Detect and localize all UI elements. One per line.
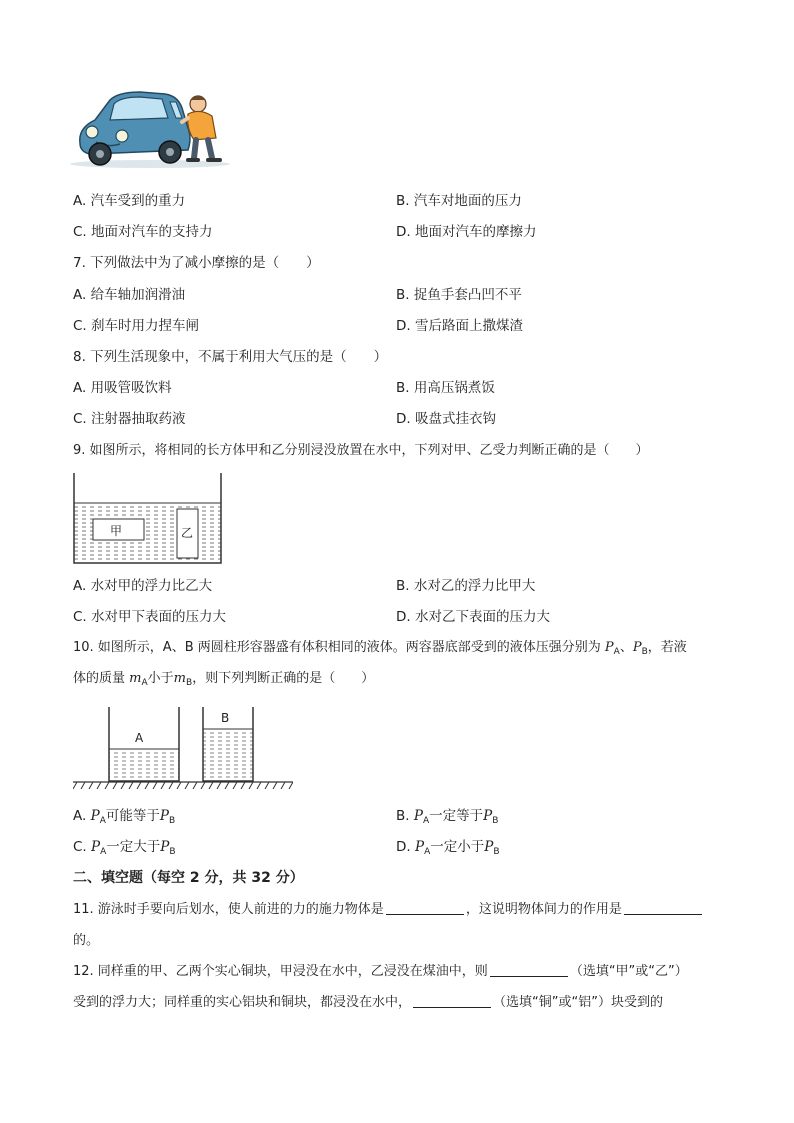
q10-option-d: D. $P_A$一定小于$P_B$ (396, 839, 500, 857)
q12-line1: 12. 同样重的甲、乙两个实心铜块，甲浸没在水中，乙浸没在煤油中，则 （选填“甲”或“乙”） (73, 964, 688, 979)
q7-option-b: B. 捉鱼手套凸凹不平 (396, 287, 522, 303)
q8-option-d: D. 吸盘式挂衣钩 (396, 411, 496, 427)
q10-option-c: C. $P_A$一定大于$P_B$ (73, 839, 176, 857)
q8-stem: 8. 下列生活现象中，不属于利用大气压的是（ ） (73, 349, 388, 365)
q7-option-c: C. 刹车时用力捏车闸 (73, 318, 200, 334)
q9-option-d: D. 水对乙下表面的压力大 (396, 609, 550, 625)
q11-blank-2[interactable] (624, 900, 702, 915)
q6-option-d: D. 地面对汽车的摩擦力 (396, 224, 537, 240)
q10-option-a: A. $P_A$可能等于$P_B$ (73, 808, 176, 826)
q9-option-c: C. 水对甲下表面的压力大 (73, 609, 227, 625)
q9-stem: 9. 如图所示，将相同的长方体甲和乙分别浸没放置在水中，下列对甲、乙受力判断正确的是（ ） (73, 443, 649, 458)
q8-option-b: B. 用高压锅煮饭 (396, 380, 495, 396)
q8-option-a: A. 用吸管吸饮料 (73, 380, 172, 396)
q11-line2: 的。 (73, 933, 100, 948)
q12-blank-1[interactable] (490, 962, 568, 977)
q9-option-a: A. 水对甲的浮力比乙大 (73, 578, 213, 594)
q6-option-c: C. 地面对汽车的支持力 (73, 224, 213, 240)
block-yi-label: 乙 (181, 526, 194, 540)
container-b-label: B (221, 711, 230, 725)
q11-blank-1[interactable] (386, 900, 464, 915)
q12-line2: 受到的浮力大；同样重的实心铝块和铜块，都浸没在水中， （选填“铜”或“铝”）块受到的 (73, 995, 663, 1010)
container-a-label: A (135, 731, 144, 745)
q12-blank-2[interactable] (413, 993, 491, 1008)
section-2-title: 二、填空题（每空 2 分，共 32 分） (73, 870, 304, 886)
q11-line1: 11. 游泳时手要向后划水，使人前进的力的施力物体是 ，这说明物体间力的作用是 (73, 900, 704, 920)
q7-stem: 7. 下列做法中为了减小摩擦的是（ ） (73, 255, 320, 271)
q9-option-b: B. 水对乙的浮力比甲大 (396, 578, 536, 594)
block-jia-label: 甲 (110, 524, 123, 538)
q6-option-b: B. 汽车对地面的压力 (396, 193, 522, 209)
q10-stem-line2: 体的质量 $m_A$小于$m_B$，则下列判断正确的是（ ） (73, 671, 375, 688)
q6-option-a: A. 汽车受到的重力 (73, 193, 186, 209)
q10-option-b: B. $P_A$一定等于$P_B$ (396, 808, 499, 826)
q7-option-a: A. 给车轴加润滑油 (73, 287, 186, 303)
car-pushing-illustration (70, 88, 235, 170)
q8-option-c: C. 注射器抽取药液 (73, 411, 186, 427)
q10-containers-figure (73, 703, 293, 793)
q9-water-tank-figure (73, 473, 223, 565)
q7-option-d: D. 雪后路面上撒煤渣 (396, 318, 523, 334)
q10-stem-line1: 10. 如图所示，A、B 两圆柱形容器盛有体积相同的液体。两容器底部受到的液体压强分别为 $P_A$、$P_B$，若液 (73, 640, 687, 657)
